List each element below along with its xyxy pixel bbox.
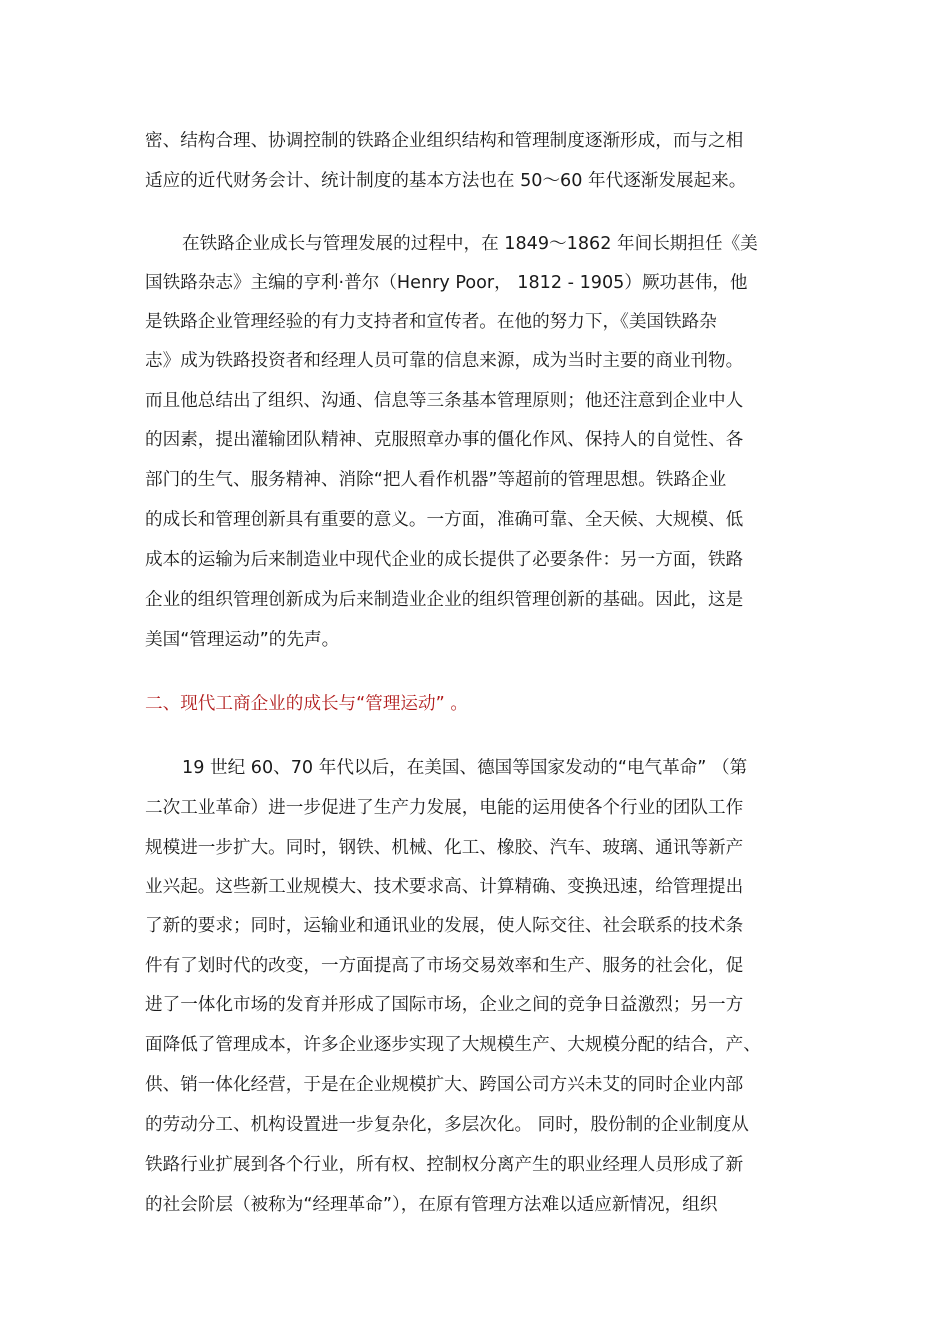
- paragraph-2-line-2: 国铁路杂志》主编的亨利·普尔（Henry Poor， 1812 - 1905）厥功甚伟，他: [145, 273, 748, 293]
- paragraph-2-line-10: 企业的组织管理创新成为后来制造业企业的组织管理创新的基础。因此，这是: [145, 590, 744, 610]
- paragraph-1-line-1: 密、结构合理、协调控制的铁路企业组织结构和管理制度逐渐形成，而与之相: [145, 131, 744, 151]
- paragraph-2-line-1: 在铁路企业成长与管理发展的过程中，在 1849～1862 年间长期担任《美: [182, 234, 758, 254]
- paragraph-3-line-10: 的劳动分工、机构设置进一步复杂化，多层次化。 同时，股份制的企业制度从: [145, 1115, 749, 1135]
- paragraph-3-line-11: 铁路行业扩展到各个行业，所有权、控制权分离产生的职业经理人员形成了新: [145, 1155, 744, 1175]
- paragraph-3-line-8: 面降低了管理成本，许多企业逐步实现了大规模生产、大规模分配的结合，产、: [145, 1035, 761, 1055]
- paragraph-3-line-12: 的社会阶层（被称为“经理革命”），在原有管理方法难以适应新情况，组织: [145, 1195, 718, 1215]
- paragraph-3-line-5: 了新的要求；同时，运输业和通讯业的发展，使人际交往、社会联系的技术条: [145, 916, 744, 936]
- paragraph-2-line-9: 成本的运输为后来制造业中现代企业的成长提供了必要条件：另一方面，铁路: [145, 550, 744, 570]
- paragraph-2-line-11: 美国“管理运动”的先声。: [145, 630, 340, 650]
- paragraph-3-line-1: 19 世纪 60、70 年代以后，在美国、德国等国家发动的“电气革命” （第: [182, 758, 748, 778]
- paragraph-2-line-8: 的成长和管理创新具有重要的意义。一方面，准确可靠、全天候、大规模、低: [145, 510, 744, 530]
- paragraph-2-line-6: 的因素，提出灌输团队精神、克服照章办事的僵化作风、保持人的自觉性、各: [145, 430, 744, 450]
- section-heading: 二、现代工商企业的成长与“管理运动” 。: [145, 694, 468, 714]
- paragraph-3-line-4: 业兴起。这些新工业规模大、技术要求高、计算精确、变换迅速，给管理提出: [145, 877, 744, 897]
- paragraph-2-line-3: 是铁路企业管理经验的有力支持者和宣传者。在他的努力下，《美国铁路杂: [145, 312, 717, 332]
- paragraph-3-line-7: 进了一体化市场的发育并形成了国际市场，企业之间的竞争日益激烈；另一方: [145, 995, 744, 1015]
- paragraph-3-line-6: 件有了划时代的改变，一方面提高了市场交易效率和生产、服务的社会化，促: [145, 956, 744, 976]
- paragraph-3-line-3: 规模进一步扩大。同时，钢铁、机械、化工、橡胶、汽车、玻璃、通讯等新产: [145, 838, 744, 858]
- paragraph-2-line-4: 志》成为铁路投资者和经理人员可靠的信息来源，成为当时主要的商业刊物。: [145, 351, 744, 371]
- paragraph-3-line-9: 供、销一体化经营，于是在企业规模扩大、跨国公司方兴未艾的同时企业内部: [145, 1075, 744, 1095]
- paragraph-2-line-7: 部门的生气、服务精神、消除“把人看作机器”等超前的管理思想。铁路企业: [145, 470, 727, 490]
- paragraph-2-line-5: 而且他总结出了组织、沟通、信息等三条基本管理原则；他还注意到企业中人: [145, 391, 744, 411]
- paragraph-3-line-2: 二次工业革命）进一步促进了生产力发展，电能的运用使各个行业的团队工作: [145, 798, 744, 818]
- paragraph-1-line-2: 适应的近代财务会计、统计制度的基本方法也在 50～60 年代逐渐发展起来。: [145, 171, 747, 191]
